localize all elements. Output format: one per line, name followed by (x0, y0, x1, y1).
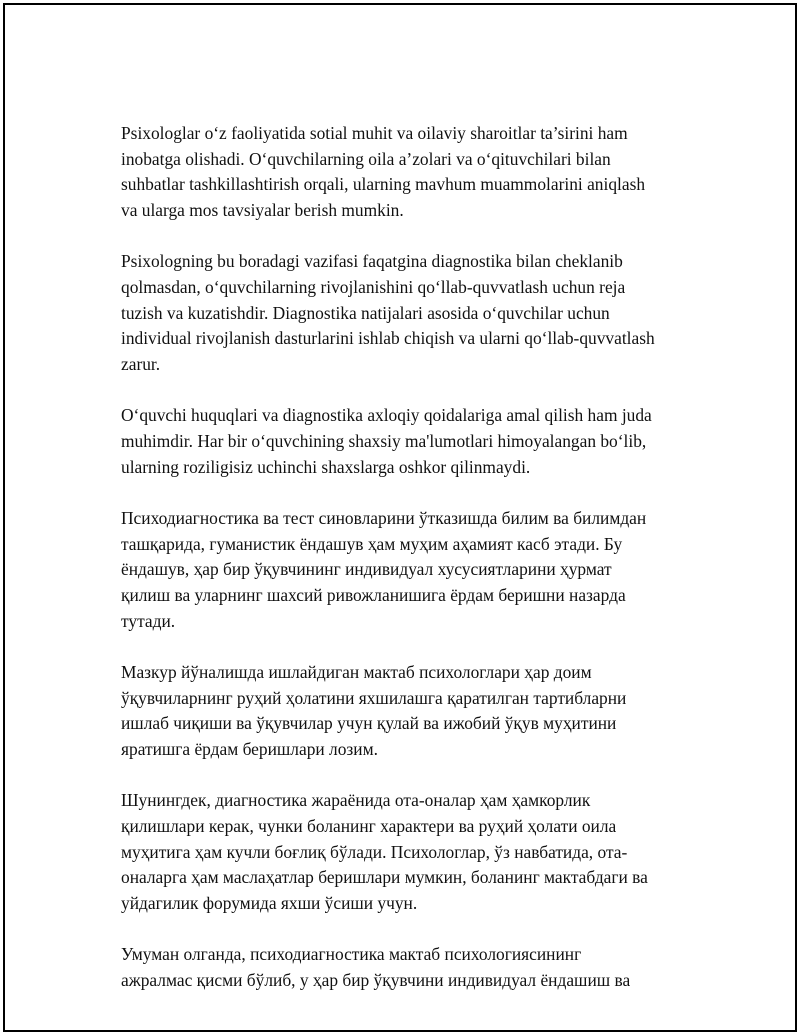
text-line: qolmasdan, o‘quvchilarning rivojlanishini qo‘llab-quvvatlash uchun reja (121, 276, 626, 297)
text-line: Psixologning bu boradagi vazifasi faqatgina diagnostika bilan cheklanib (121, 251, 623, 272)
text-line: suhbatlar tashkillashtirish orqali, ularning mavhum muammolarini aniqlash (121, 174, 646, 195)
text-line: оналарга ҳам маслаҳатлар беришлари мумкин, боланинг мактабдаги ва (121, 867, 648, 888)
text-line: қилишлари керак, чунки боланинг характери ва руҳий ҳолати оила (121, 816, 617, 837)
text-line: inobatga olishadi. O‘quvchilarning oila a’zolari va o‘qituvchilari bilan (121, 148, 611, 169)
paragraph-6 (121, 788, 701, 916)
text-line: muhimdir. Har bir o‘quvchining shaxsiy ma'lumotlari himoyalangan bo‘lib, (121, 430, 647, 451)
text-line: zarur. (121, 353, 161, 374)
paragraph-4 (121, 506, 701, 634)
text-line: individual rivojlanish dasturlarini ishlab chiqish va ularni qo‘llab-quvvatlash (121, 328, 655, 349)
text-line: Шунингдек, диагностика жараёнида ота-оналар ҳам ҳамкорлик (121, 790, 591, 811)
text-line: O‘quvchi huquqlari va diagnostika axloqiy qoidalariga amal qilish ham juda (121, 405, 652, 426)
text-line: муҳитига ҳам кучли боғлиқ бўлади. Психологлар, ўз навбатида, ота- (121, 841, 628, 862)
text-line: Мазкур йўналишда ишлайдиган мактаб психологлари ҳар доим (121, 662, 592, 683)
text-line: қилиш ва уларнинг шахсий ривожланишига ёрдам беришни назарда (121, 584, 626, 605)
text-line: tuzish va kuzatishdir. Diagnostika natijalari asosida o‘quvchilar uchun (121, 302, 610, 323)
text-line: ўқувчиларнинг руҳий ҳолатини яхшилашга қаратилган тартибларни (121, 687, 627, 708)
text-line: ажралмас қисми бўлиб, у ҳар бир ўқувчини индивидуал ёндашиш ва (121, 970, 631, 991)
paragraph-2 (121, 249, 701, 377)
text-line: Psixologlar o‘z faoliyatida sotial muhit va oilaviy sharoitlar ta’sirini ham (121, 123, 628, 143)
text-line: ишлаб чиқиши ва ўқувчилар учун қулай ва ижобий ўқув муҳитини (121, 713, 617, 734)
paragraph-3 (121, 403, 701, 480)
text-line: яратишга ёрдам беришлари лозим. (121, 738, 378, 759)
document-body (121, 121, 701, 1020)
text-line: тутади. (121, 610, 176, 631)
text-line: va ularga mos tavsiyalar berish mumkin. (121, 199, 404, 220)
page-frame (3, 3, 797, 1032)
paragraph-5 (121, 660, 701, 762)
text-line: ёндашув, ҳар бир ўқувчининг индивидуал хусусиятларини ҳурмат (121, 559, 612, 580)
text-line: Умуман олганда, психодиагностика мактаб психологиясининг (121, 944, 582, 965)
paragraph-1 (121, 121, 701, 223)
text-line: Психодиагностика ва тест синовларини ўтказишда билим ва билимдан (121, 508, 647, 529)
text-line: уйдагилик форумида яхши ўсиши учун. (121, 892, 418, 913)
paragraph-7 (121, 942, 701, 993)
text-line: ularning roziligisiz uchinchi shaxslarga oshkor qilinmaydi. (121, 456, 531, 477)
text-line: ташқарида, гуманистик ёндашув ҳам муҳим аҳамият касб этади. Бу (121, 533, 623, 554)
